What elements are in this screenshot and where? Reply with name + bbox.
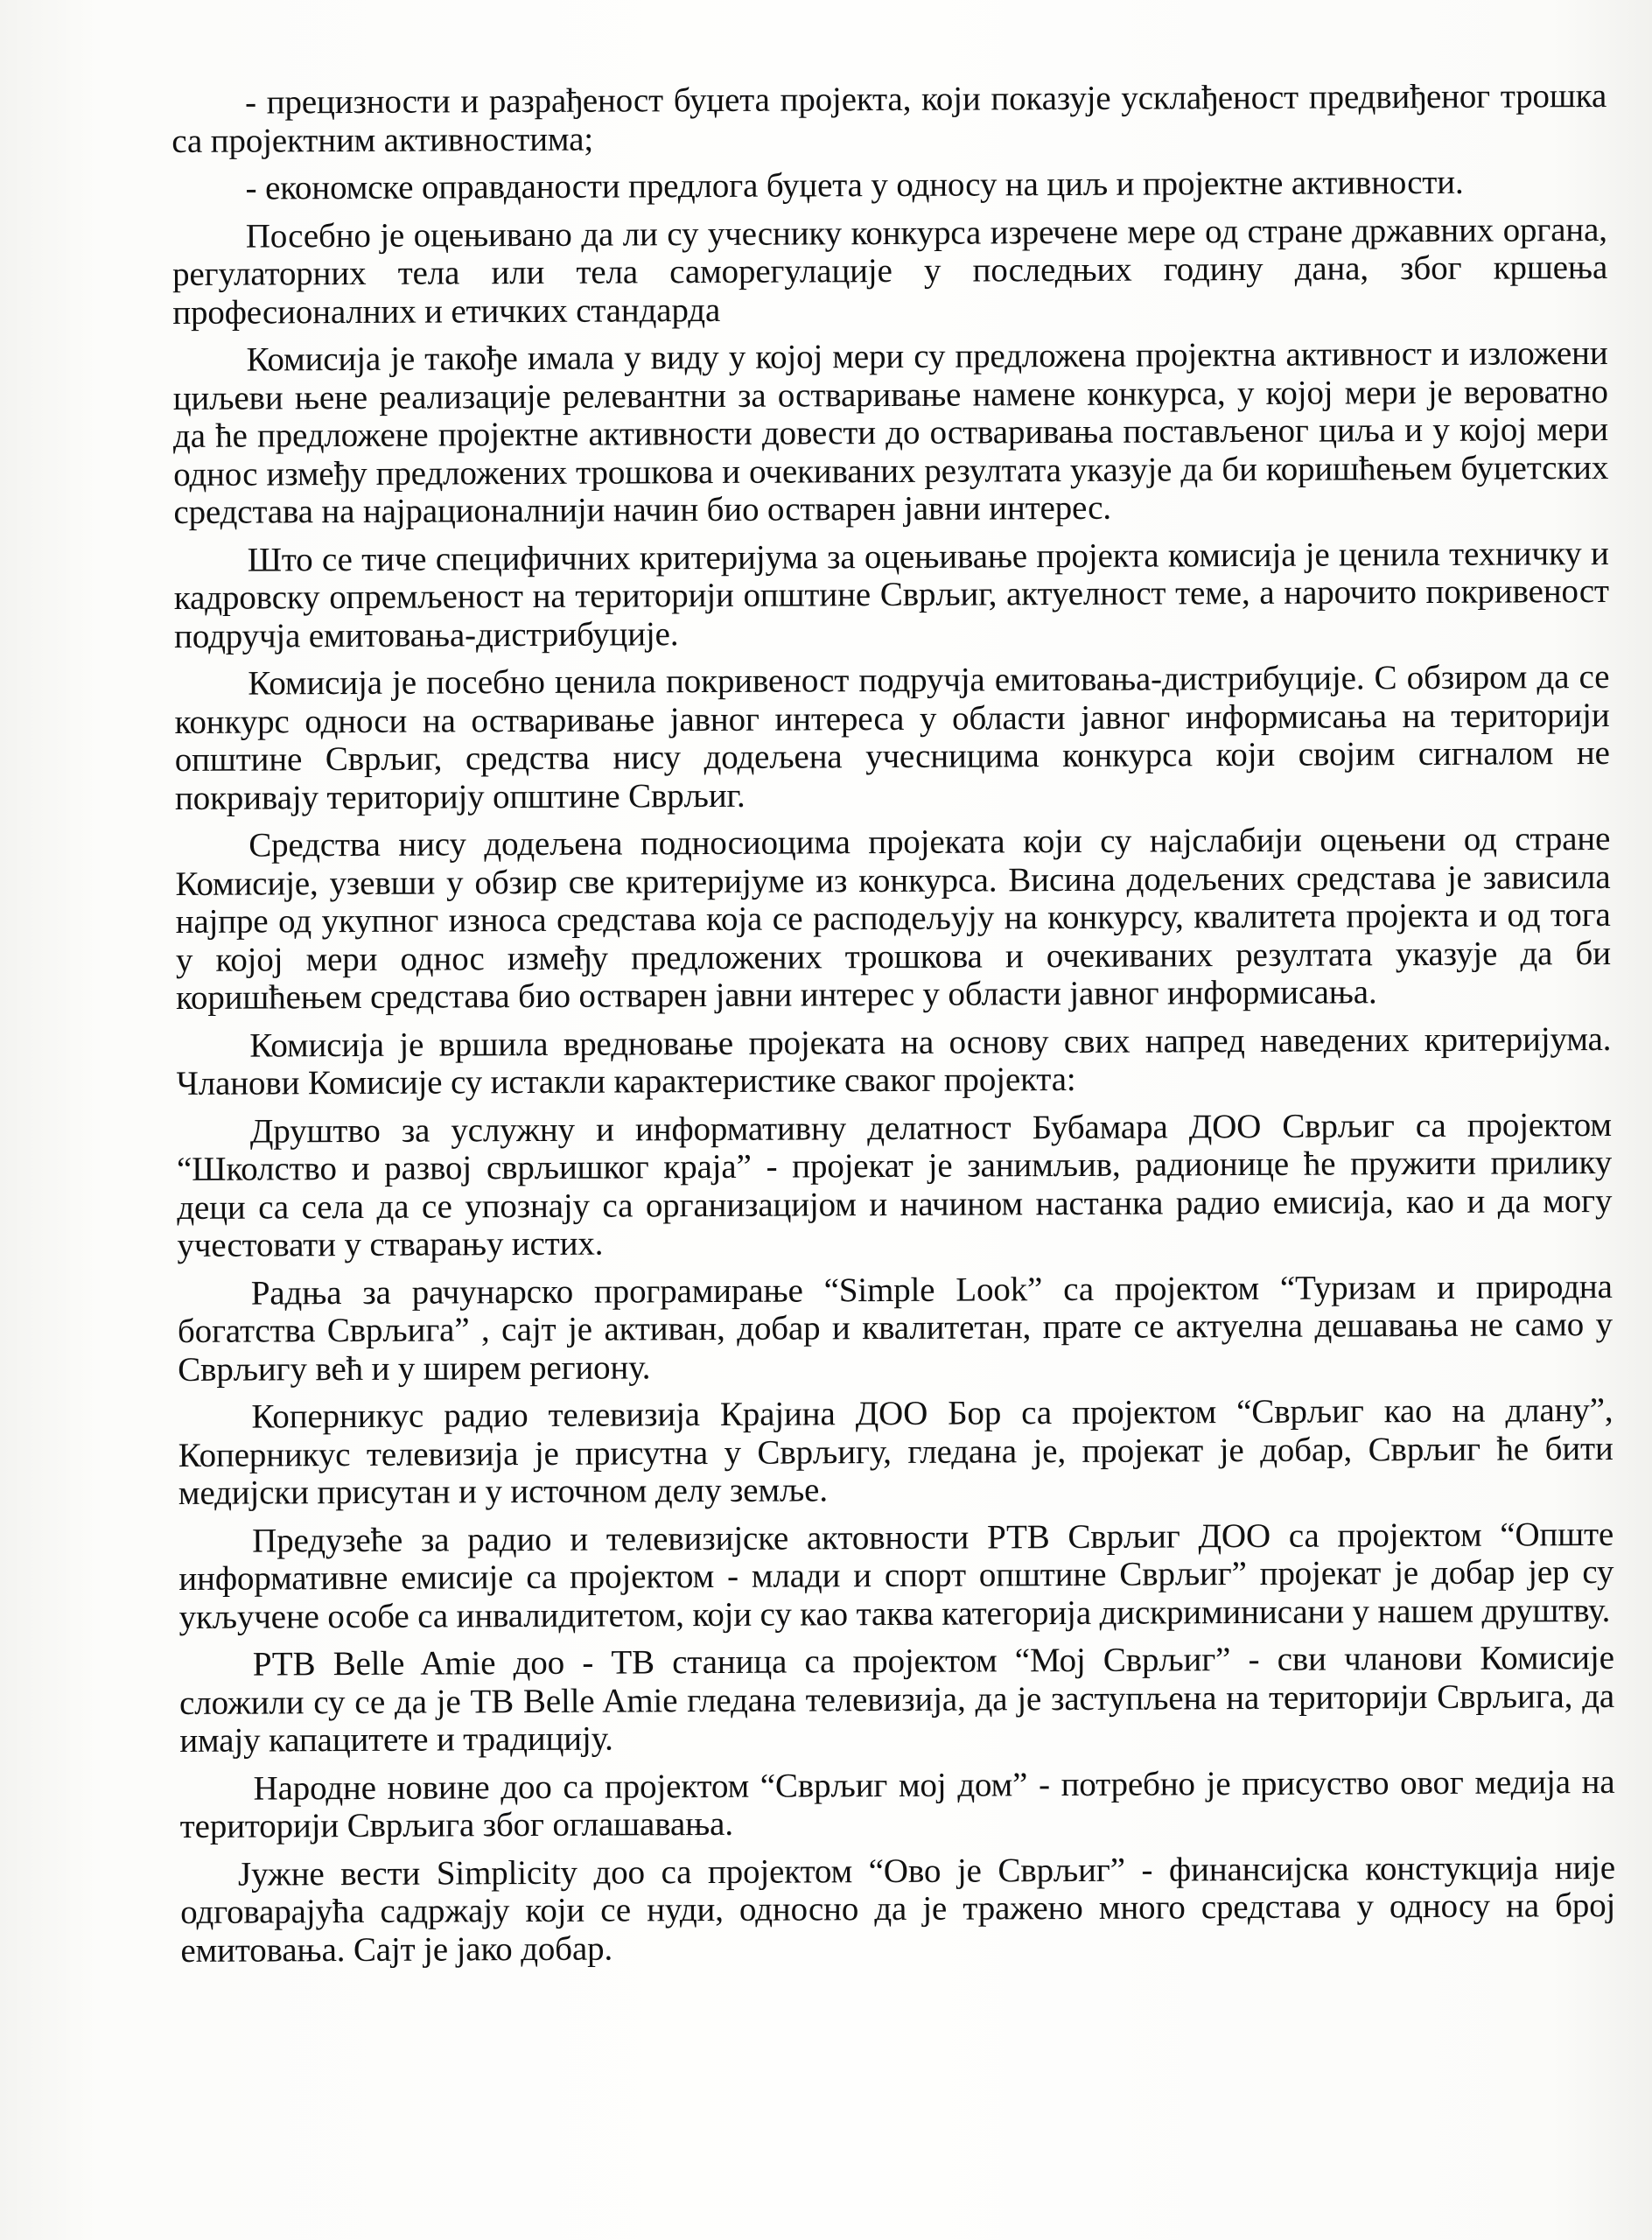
paragraph-project-kopernikus: Коперникус радио телевизија Крајина ДОО Бор са пројектом “Сврљиг као на длану”, Коперникус телевизија је присутна у Сврљигу, гледана је, пројекат је добар, Сврљиг ће бити медијски присутан и у источном делу земље. xyxy=(178,1390,1614,1512)
paragraph-relevance: Комисија је такође имала у виду у којој мери су предложена пројектна активност и изложени циљеви њене реализације релевантни за остваривање намене конкурса, у којој мери је вероватно да ће предложене пројектне активности довести до остваривања постављеног циља и у којој мери однос између предложених трошкова и очекиваних резултата указује да би коришћењем буџетских средстава на најрационалнији начин био остварен јавни интерес. xyxy=(172,333,1609,531)
paragraph-evaluation-intro: Комисија је вршила вредновање пројеката на основу свих напред наведених критеријума. Чланови Комисије су истакли карактеристике сваког пројекта: xyxy=(176,1019,1612,1102)
paragraph-project-narodne-novine: Народне новине доо са пројектом “Сврљиг мој дом” - потребно је присуство овог медија на територији Сврљига због оглашавања. xyxy=(179,1762,1615,1845)
paragraph-project-bubamara: Друштво за услужну и информативну делатност Бубамара ДОО Сврљиг са пројектом “Школство и развој сврљишког краја” - пројекат је занимљив, радионице ће пружити прилику деци са села да се упознају са организацијом и начином настанка радио емисија, као и да могу учестовати у стварању истих. xyxy=(176,1105,1613,1264)
paragraph-funds-allocation: Средства нису додељена подносиоцима пројеката који су најслабији оцењени од стране Комисије, узевши у обзир све критеријуме из конкурса. Висина додељених средстава је зависила најпре од укупног износа средстава која се расподељују на конкурсу, квалитета пројекта и од тога у којој мери однос између предложених трошкова и очекиваних резултата указује да би коришћењем средстава био остварен јавни интерес у области јавног информисања. xyxy=(175,819,1611,1017)
paragraph-budget-precision: - прецизности и разрађеност буџета пројекта, који показује усклађеност предвиђеног трошка са пројектним активностима; xyxy=(172,76,1607,160)
paragraph-sanctions: Посебно је оцењивано да ли су учеснику конкурса изречене мере од стране државних органа, регулаторних тела или тела саморегулације у последњих годину дана, због кршења професионалних и етичких стандарда xyxy=(172,210,1608,332)
paragraph-coverage: Комисија је посебно ценила покривеност подручја емитовања-дистрибуције. С обзиром да се конкурс односи на остваривање јавног интереса у области јавног информисања на територији општине Сврљиг, средства нису додељена учесницима конкурса који својим сигналом не покривају територију општине Сврљиг. xyxy=(174,657,1610,817)
paragraph-project-juzne-vesti: Јужне вести Simplicity доо са пројектом “Ово је Сврљиг” - финансијска констукција није одговарајућа садржају који се нуди, односно да је тражено много средстава у односу на број емитовања. Сајт је јако добар. xyxy=(180,1848,1616,1970)
paragraph-project-rtv-svrljig: Предузеће за радио и телевизијске актовности РТВ Сврљиг ДОО са пројектом “Опште информативне емисије са пројектом - млади и спорт општине Сврљиг” пројекат је добар јер су укључене особе са инвалидитетом, који су као таква категорија дискриминисани у нашем друштву. xyxy=(178,1515,1614,1636)
paragraph-project-simple-look: Радња за рачунарско програмирање “Simple Look” са пројектом “Туризам и природна богатства Сврљига” , сајт је активан, добар и квалитетан, прате се актуелна дешавања не само у Сврљигу већ и у ширем региону. xyxy=(177,1267,1614,1389)
paragraph-specific-criteria: Што се тиче специфичних критеријума за оцењивање пројекта комисија је ценила техничку и кадровску опремљеност на територији општине Сврљиг, актуелност теме, а нарочито покривеност подручја емитовања-дистрибуције. xyxy=(173,534,1609,655)
paragraph-project-belle-amie: РТВ Belle Amie доо - ТВ станица са пројектом “Мој Сврљиг” - сви чланови Комисије сложили су се да је ТВ Belle Amie гледана телевизија, да је заступљена на територији Сврљига, да имају капацитете и традицију. xyxy=(178,1638,1615,1760)
document-body xyxy=(172,77,1616,1979)
paragraph-budget-justification: - економске оправданости предлога буџета у односу на циљ и пројектне активности. xyxy=(245,163,1464,207)
